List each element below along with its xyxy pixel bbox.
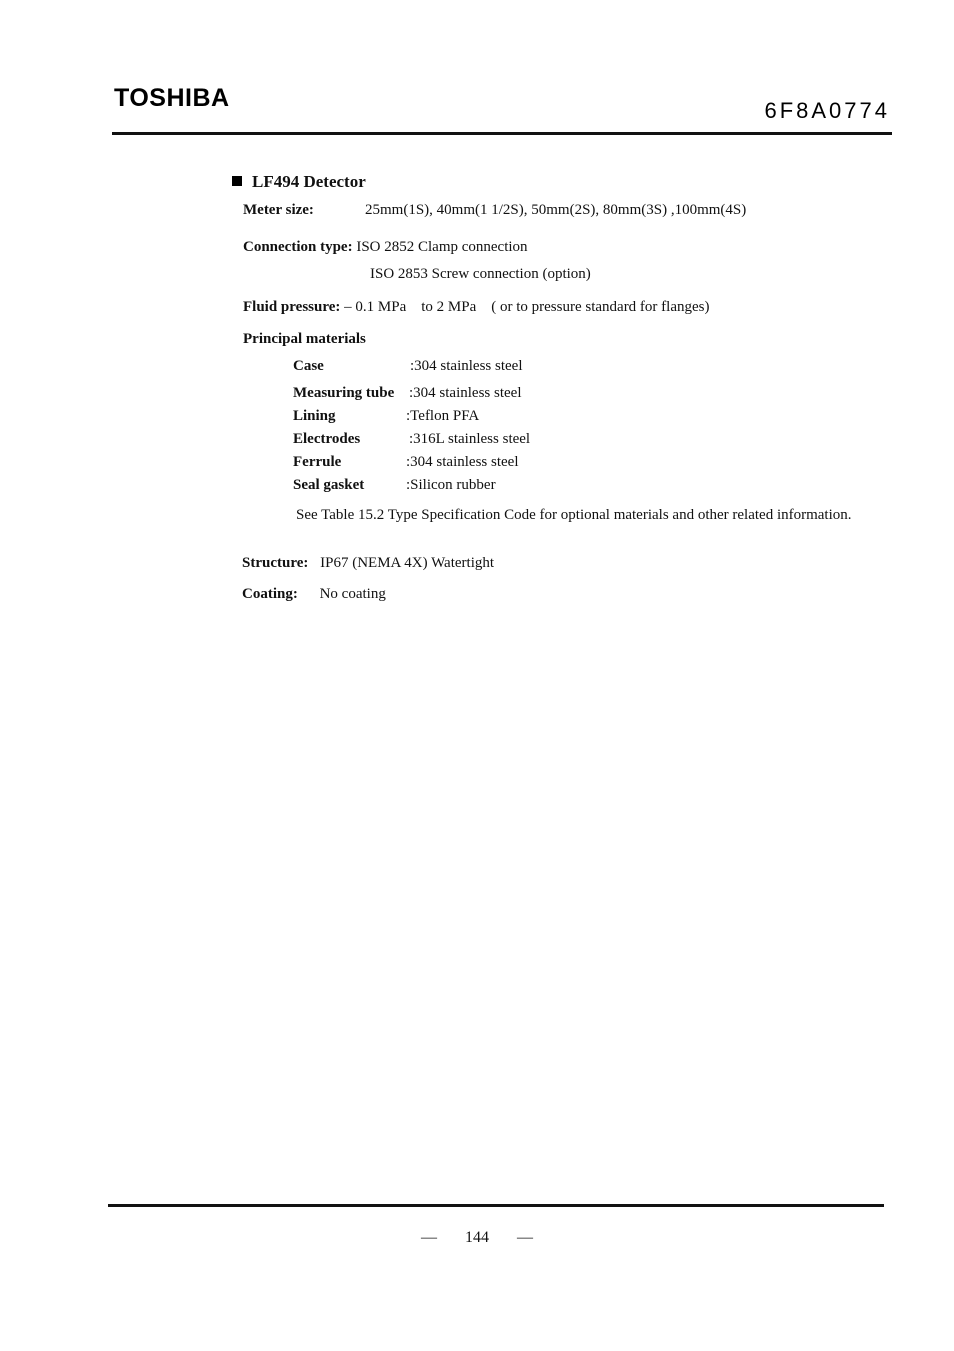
page-number-text: 144	[465, 1229, 489, 1246]
connection-type-row	[243, 239, 528, 256]
brand-logo: TOSHIBA	[114, 84, 230, 112]
material-value-lining: :Teflon PFA	[406, 408, 480, 424]
footer-rule	[108, 1204, 884, 1207]
page-number	[0, 1229, 954, 1247]
coating-value: No coating	[319, 586, 386, 602]
connection-type-value1: ISO 2852 Clamp connection	[356, 239, 528, 255]
fluid-pressure-value: – 0.1 MPa to 2 MPa ( or to pressure standard for flanges)	[344, 299, 710, 315]
section-title	[232, 172, 366, 192]
material-label-ferrule: Ferrule	[293, 454, 342, 470]
principal-materials-heading: Principal materials	[243, 331, 366, 347]
materials-note: See Table 15.2 Type Specification Code for optional materials and other related information.	[296, 507, 852, 523]
connection-type-value2: ISO 2853 Screw connection (option)	[370, 266, 591, 282]
header-rule	[112, 132, 892, 135]
material-label-measuring-tube: Measuring tube	[293, 385, 395, 401]
coating-label: Coating:	[242, 586, 298, 602]
page-dash-left: —	[421, 1229, 437, 1246]
material-value-case: :304 stainless steel	[410, 358, 523, 374]
document-number: 6F8A0774	[764, 98, 890, 123]
material-value-measuring-tube: :304 stainless steel	[409, 385, 522, 401]
material-label-electrodes: Electrodes	[293, 431, 361, 447]
material-value-seal-gasket: :Silicon rubber	[406, 477, 496, 493]
meter-size-value: 25mm(1S), 40mm(1 1/2S), 50mm(2S), 80mm(3S) ,100mm(4S)	[365, 202, 747, 218]
structure-row	[242, 555, 494, 572]
page-dash-right: —	[517, 1229, 533, 1246]
fluid-pressure-row	[243, 299, 710, 316]
section-title-text: LF494 Detector	[252, 172, 366, 191]
material-label-case: Case	[293, 358, 324, 374]
bullet-icon	[232, 176, 242, 186]
coating-row	[242, 586, 386, 603]
meter-size-row	[243, 202, 314, 219]
structure-value: IP67 (NEMA 4X) Watertight	[320, 555, 495, 571]
fluid-pressure-label: Fluid pressure:	[243, 299, 341, 315]
material-label-seal-gasket: Seal gasket	[293, 477, 365, 493]
meter-size-label: Meter size:	[243, 202, 314, 218]
material-value-ferrule: :304 stainless steel	[406, 454, 519, 470]
material-label-lining: Lining	[293, 408, 336, 424]
connection-type-label: Connection type:	[243, 239, 353, 255]
structure-label: Structure:	[242, 555, 309, 571]
material-value-electrodes: :316L stainless steel	[409, 431, 531, 447]
